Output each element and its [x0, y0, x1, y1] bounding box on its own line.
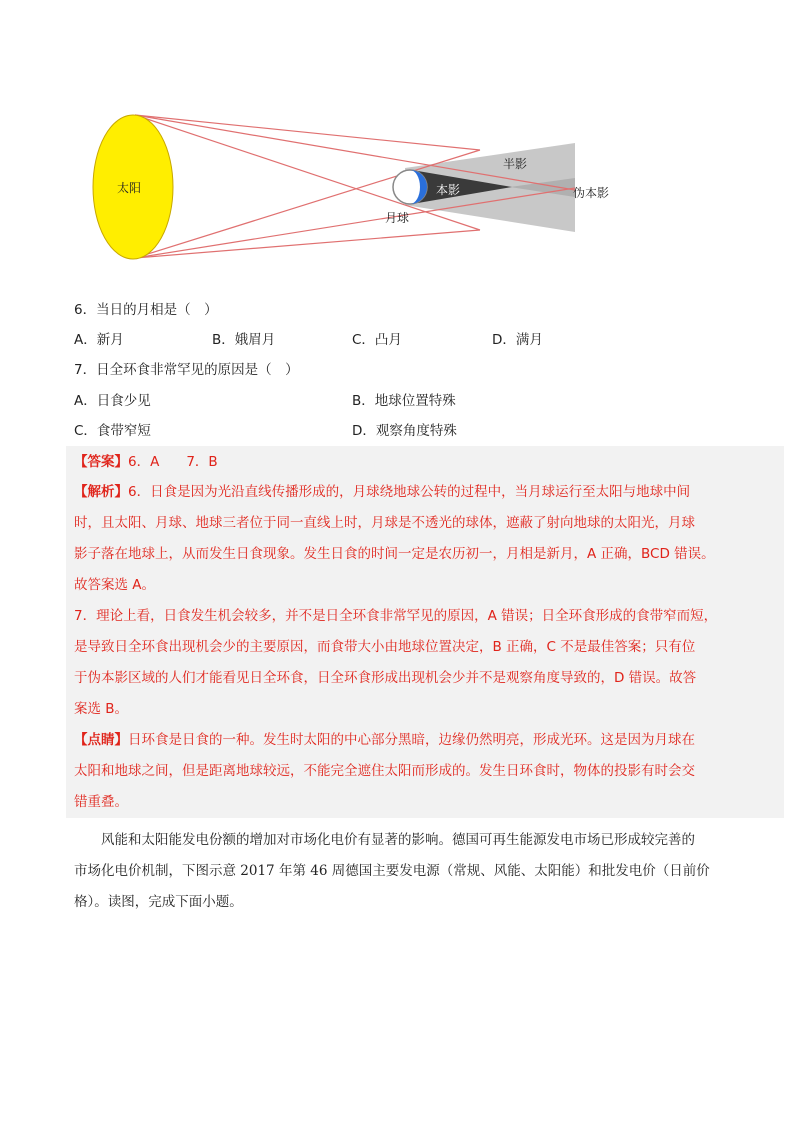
- analysis-line-1: 【解析】6．日食是因为光沿直线传播形成的，月球绕地球公转的过程中，当月球运行至太阳与地球中间: [74, 484, 691, 500]
- analysis-line-7: 于伪本影区域的人们才能看见日全环食，日全环食形成出现机会少并不是观察角度导致的，D 错误。故答: [74, 670, 697, 686]
- analysis-line-3: 影子落在地球上，从而发生日食现象。发生日食的时间一定是农历初一，月相是新月，A 正确，BCD 错误。: [74, 546, 715, 562]
- q7-option-b: B．地球位置特殊: [352, 393, 456, 409]
- passage-line-1: 风能和太阳能发电份额的增加对市场化电价有显著的影响。德国可再生能源发电市场已形成较完善的: [74, 832, 695, 848]
- analysis-line-8: 案选 B。: [74, 701, 129, 717]
- analysis-line-4: 故答案选 A。: [74, 577, 156, 593]
- answer-tag: 【答案】: [74, 454, 128, 470]
- q6-option-d: D．满月: [492, 332, 543, 348]
- tips-line-1: 【点睛】日环食是日食的一种。发生时太阳的中心部分黑暗，边缘仍然明亮，形成光环。这是因为月球在: [74, 732, 695, 748]
- answer-text: 6．A 7．B: [128, 454, 218, 470]
- q6-option-b: B．娥眉月: [212, 332, 276, 348]
- analysis-line-5: 7．理论上看，日食发生机会较多，并不是日全环食非常罕见的原因，A 错误；日全环食形成的食带窄而短，: [74, 608, 718, 624]
- tips-line-3: 错重叠。: [74, 794, 128, 810]
- penumbra-label: 半影: [503, 157, 528, 171]
- q7-stem: 7．日全环食非常罕见的原因是（ ）: [74, 362, 299, 378]
- q6-stem: 6．当日的月相是（ ）: [74, 302, 218, 318]
- q6-option-a: A．新月: [74, 332, 124, 348]
- q7-option-d: D．观察角度特殊: [352, 423, 457, 439]
- answer-line: [74, 452, 218, 472]
- tips-tag: 【点睛】: [74, 732, 128, 748]
- eclipse-diagram: [0, 0, 800, 270]
- q6-option-c: C．凸月: [352, 332, 402, 348]
- passage-line-3: 格）。读图，完成下面小题。: [74, 894, 243, 910]
- analysis-line-6: 是导致日全环食出现机会少的主要原因，而食带大小由地球位置决定，B 正确，C 不是最佳答案；只有位: [74, 639, 696, 655]
- umbra-label: 本影: [436, 183, 461, 197]
- analysis-tag: 【解析】: [74, 484, 128, 500]
- analysis-line-2: 时，且太阳、月球、地球三者位于同一直线上时，月球是不透光的球体，遮蔽了射向地球的太阳光，月球: [74, 515, 695, 531]
- q7-option-c: C．食带窄短: [74, 423, 151, 439]
- antumbra-label: 伪本影: [573, 186, 610, 200]
- q7-option-a: A．日食少见: [74, 393, 151, 409]
- tips-line-2: 太阳和地球之间，但是距离地球较远，不能完全遮住太阳而形成的。发生日环食时，物体的投影有时会交: [74, 763, 695, 779]
- passage-line-2: 市场化电价机制，下图示意 2017 年第 46 周德国主要发电源（常规、风能、太阳能）和批发电价（日前价: [74, 863, 710, 879]
- sun-label: 太阳: [117, 181, 142, 195]
- moon-label: 月球: [385, 211, 410, 225]
